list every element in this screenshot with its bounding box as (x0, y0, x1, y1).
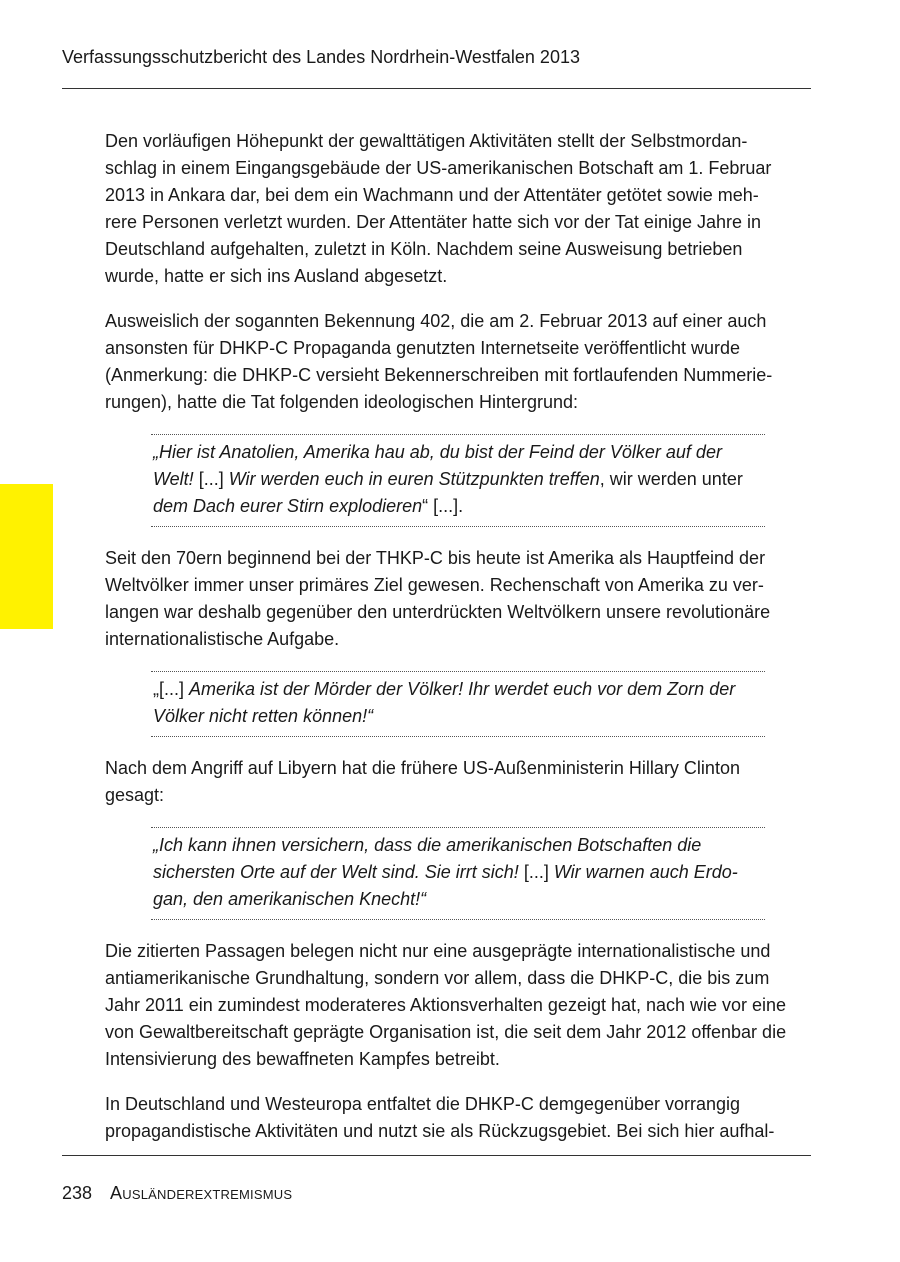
text-line: Den vorläufigen Höhepunkt der gewalttätigen Aktivitäten stellt der Selbstmordan- (105, 131, 748, 151)
running-header: Verfassungsschutzbericht des Landes Nordrhein-Westfalen 2013 (62, 47, 580, 67)
text-line: rungen), hatte die Tat folgenden ideologischen Hintergrund: (105, 392, 579, 412)
quote-italic: Wir warnen auch Erdo- (553, 862, 738, 882)
text-line: Die zitierten Passagen belegen nicht nur eine ausgeprägte internationalistische und (105, 941, 771, 961)
text-line: Ausweislich der sogannten Bekennung 402, die am 2. Februar 2013 auf einer auch (105, 311, 767, 331)
quote-line (153, 466, 765, 493)
text-line: Deutschland aufgehalten, zuletzt in Köln. Nachdem seine Ausweisung betrieben (105, 239, 743, 259)
paragraph-4 (105, 755, 811, 809)
paragraph-3 (105, 545, 811, 653)
quote-italic: Wir werden euch in euren Stützpunkten treffen (228, 469, 600, 489)
page-number: 238 (62, 1183, 93, 1203)
text-line: gesagt: (105, 785, 165, 805)
quote-ellipsis: [...] (193, 469, 229, 489)
text-line: In Deutschland und Westeuropa entfaltet die DHKP-C demgegenüber vorrangig (105, 1094, 741, 1114)
text-line: von Gewaltbereitschaft geprägte Organisation ist, die seit dem Jahr 2012 offenbar die (105, 1022, 787, 1042)
text-line: antiamerikanische Grundhaltung, sondern vor allem, dass die DHKP-C, die bis zum (105, 968, 770, 988)
block-quote-1 (151, 434, 765, 527)
quote-italic: sichersten Orte auf der Welt sind. Sie irrt sich! (153, 862, 519, 882)
text-line: Jahr 2011 ein zumindest moderateres Aktionsverhalten gezeigt hat, nach wie vor eine (105, 995, 787, 1015)
text-line: 2013 in Ankara dar, bei dem ein Wachmann und der Attentäter getötet sowie meh- (105, 185, 759, 205)
page-footer (62, 1180, 292, 1206)
quote-plain: “ [...]. (422, 496, 464, 516)
quote-ellipsis: [...] (518, 862, 554, 882)
text-line: rere Personen verletzt wurden. Der Attentäter hatte sich vor der Tat einige Jahre in (105, 212, 762, 232)
paragraph-5 (105, 938, 811, 1073)
quote-italic: dem Dach eurer Stirn explodieren (153, 496, 423, 516)
block-quote-2 (151, 671, 765, 737)
text-line: wurde, hatte er sich ins Ausland abgesetzt. (105, 266, 448, 286)
quote-italic: Welt! (153, 469, 194, 489)
quote-line: „Ich kann ihnen versichern, dass die amerikanischen Botschaften die (153, 835, 702, 855)
header-rule (62, 88, 811, 89)
text-line: Nach dem Angriff auf Libyern hat die frühere US-Außenministerin Hillary Clinton (105, 758, 740, 778)
paragraph-2 (105, 308, 811, 416)
text-line: schlag in einem Eingangsgebäude der US-amerikanischen Botschaft am 1. Februar (105, 158, 772, 178)
quote-line (153, 859, 765, 886)
paragraph-1 (105, 128, 811, 290)
text-line: Intensivierung des bewaffneten Kampfes betreibt. (105, 1049, 500, 1069)
text-line: Weltvölker immer unser primäres Ziel gewesen. Rechenschaft von Amerika zu ver- (105, 575, 764, 595)
quote-line: „Hier ist Anatolien, Amerika hau ab, du bist der Feind der Völker auf der (153, 442, 722, 462)
chapter-marker-tab (0, 484, 53, 629)
quote-italic: Amerika ist der Mörder der Völker! Ihr werdet euch vor dem Zorn der (189, 679, 736, 699)
paragraph-6 (105, 1091, 811, 1145)
quote-plain: , wir werden unter (599, 469, 743, 489)
text-line: langen war deshalb gegenüber den unterdrückten Weltvölkern unsere revolutionäre (105, 602, 771, 622)
footer-rule (62, 1155, 811, 1156)
text-line: propagandistische Aktivitäten und nutzt sie als Rückzugsgebiet. Bei sich hier aufhal- (105, 1121, 775, 1141)
quote-line: gan, den amerikanischen Knecht!“ (153, 889, 427, 909)
text-line: internationalistische Aufgabe. (105, 629, 340, 649)
text-line: ansonsten für DHKP-C Propaganda genutzten Internetseite veröffentlicht wurde (105, 338, 741, 358)
text-line: (Anmerkung: die DHKP-C versieht Bekennerschreiben mit fortlaufenden Nummerie- (105, 365, 773, 385)
text-line: Seit den 70ern beginnend bei der THKP-C bis heute ist Amerika als Hauptfeind der (105, 548, 766, 568)
quote-line: Völker nicht retten können!“ (153, 706, 374, 726)
body-text (105, 128, 811, 1163)
section-name: Ausländerextremismus (110, 1183, 293, 1203)
quote-plain: „[...] (153, 679, 189, 699)
quote-line (153, 493, 765, 520)
quote-line (153, 676, 765, 703)
block-quote-3 (151, 827, 765, 920)
